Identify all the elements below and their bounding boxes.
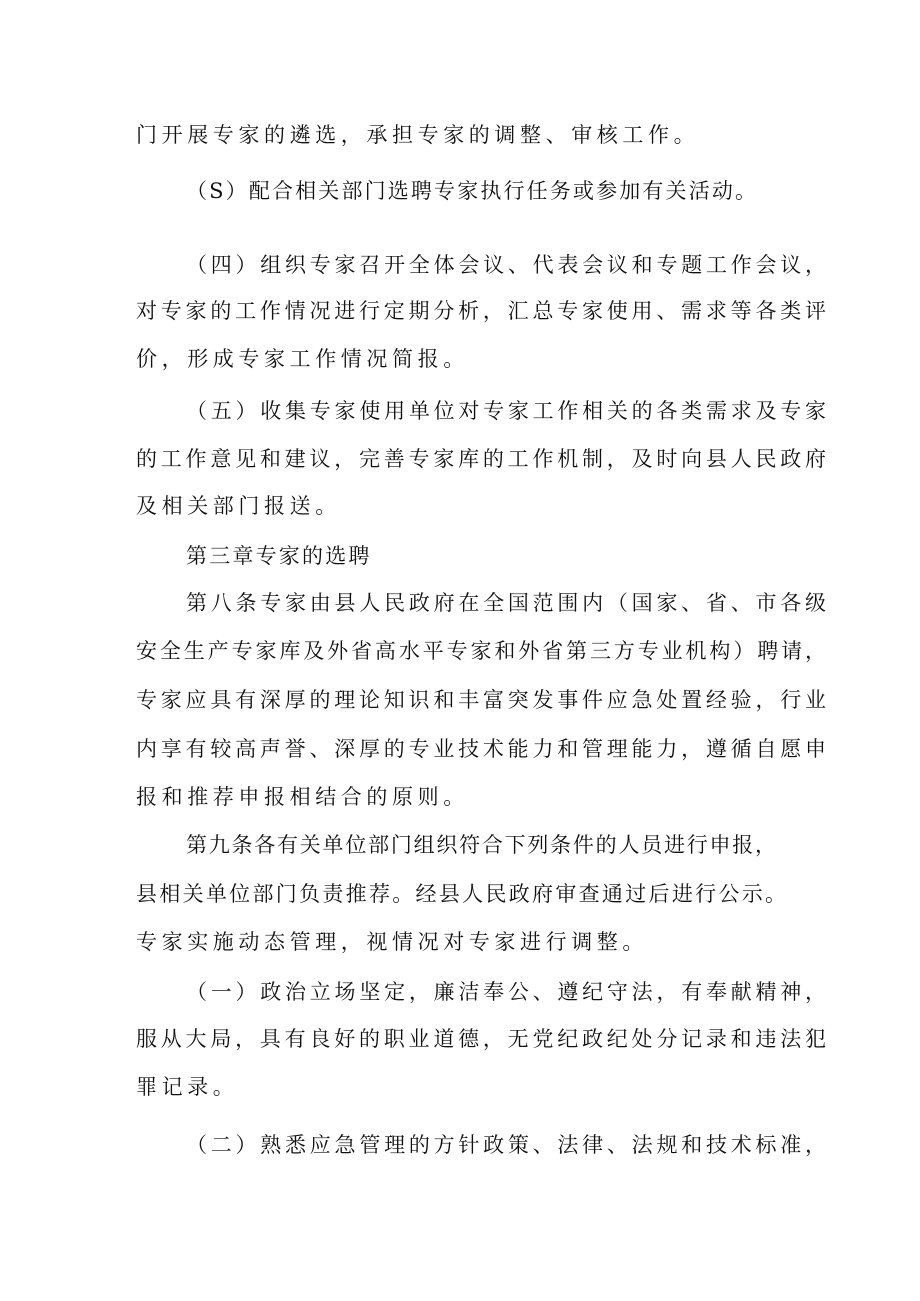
chapter-heading: 第三章专家的选聘 <box>186 544 372 568</box>
text-line: 县相关单位部门负责推荐。经县人民政府审查通过后进行公示。 <box>136 882 786 906</box>
text-line: （一）政治立场坚定，廉洁奉公、遵纪守法，有奉献精神， <box>186 980 826 1004</box>
text-line: 内享有较高声誉、深厚的专业技术能力和管理能力，遵循自愿申 <box>136 737 826 761</box>
text-line: 报和推荐申报相结合的原则。 <box>136 785 469 809</box>
text-line: 及相关部门报送。 <box>136 494 341 518</box>
text-line: 对专家的工作情况进行定期分析，汇总专家使用、需求等各类评 <box>136 299 826 323</box>
text-line: 专家应具有深厚的理论知识和丰富突发事件应急处置经验，行业 <box>136 688 826 712</box>
text-line: 安全生产专家库及外省高水平专家和外省第三方专业机构）聘请， <box>136 639 826 663</box>
text-line: 服从大局，具有良好的职业道德，无党纪政纪处分记录和违法犯 <box>136 1027 826 1051</box>
text-line: 第八条专家由县人民政府在全国范围内（国家、省、市各级 <box>186 591 826 615</box>
text-line: 专家实施动态管理，视情况对专家进行调整。 <box>136 930 648 954</box>
text-line: 价，形成专家工作情况简报。 <box>136 347 469 371</box>
text-line: 的工作意见和建议，完善专家库的工作机制，及时向县人民政府 <box>136 447 826 471</box>
text-line: 门开展专家的遴选，承担专家的调整、审核工作。 <box>136 123 700 147</box>
text-line: （S）配合相关部门选聘专家执行任务或参加有关活动。 <box>186 179 756 203</box>
text-line: （五）收集专家使用单位对专家工作相关的各类需求及专家 <box>186 399 826 423</box>
text-line: 罪记录。 <box>136 1075 239 1099</box>
text-line: 第九条各有关单位部门组织符合下列条件的人员进行申报， <box>186 833 776 857</box>
text-line: （二）熟悉应急管理的方针政策、法律、法规和技术标准， <box>186 1133 826 1157</box>
text-line: （四）组织专家召开全体会议、代表会议和专题工作会议， <box>186 253 826 277</box>
